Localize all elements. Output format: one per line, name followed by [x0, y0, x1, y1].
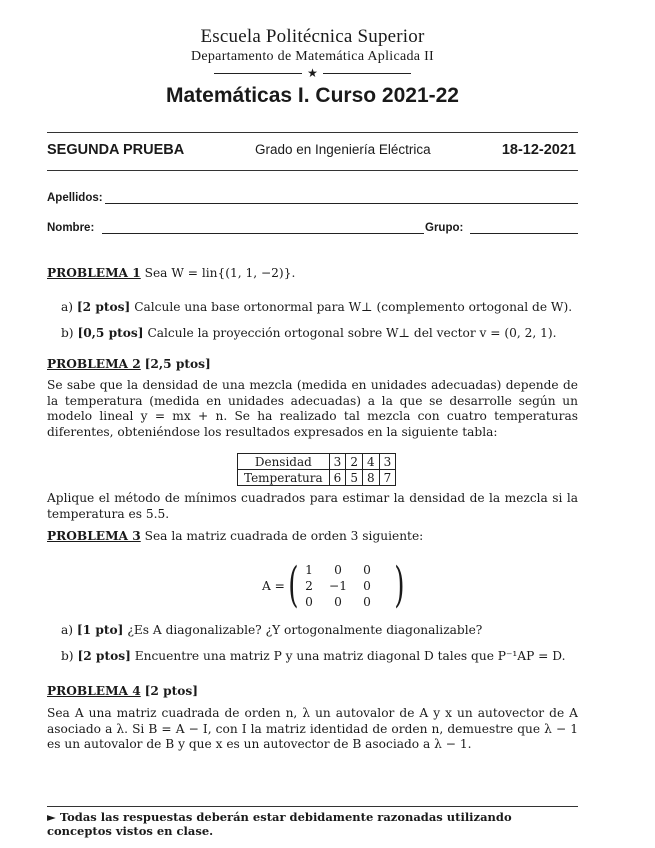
table-cell: 6: [329, 470, 346, 486]
exam-name: SEGUNDA PRUEBA: [47, 142, 185, 158]
part-label: b): [61, 326, 74, 340]
arrow-icon: ►: [47, 810, 56, 824]
right-paren: ): [394, 557, 405, 613]
table-cell: 3: [329, 454, 346, 470]
problem-1-part-a: [61, 300, 578, 315]
problem-4-points: [2 ptos]: [144, 684, 199, 698]
problem-3-intro: Sea la matriz cuadrada de orden 3 siguiente:: [144, 529, 424, 543]
ornament-right-line: [323, 73, 411, 74]
department-name: Departamento de Matemática Aplicada II: [190, 49, 435, 64]
part-points: [2 ptos]: [76, 300, 131, 314]
footer-note-block: [47, 810, 578, 838]
part-points: [2 ptos]: [77, 649, 131, 663]
footer-note: Todas las respuestas deberán estar debidamente razonadas utilizando conceptos vistos en clase.: [47, 810, 512, 838]
footer-divider: [47, 806, 578, 807]
problem-4-heading: [47, 684, 578, 700]
matrix-a: [262, 557, 412, 613]
problem-2-points: [2,5 ptos]: [144, 357, 211, 371]
data-table: [237, 453, 396, 486]
table-cell: 8: [362, 470, 379, 486]
ornament-left-line: [214, 73, 302, 74]
matrix-cell: 0: [363, 563, 371, 577]
part-text: Calcule la proyección ortogonal sobre W⊥ del vector v = (0, 2, 1).: [147, 326, 557, 340]
school-name: Escuela Politécnica Superior: [200, 26, 425, 47]
exam-date: 18-12-2021: [501, 142, 576, 158]
problem-2-statement: Se sabe que la densidad de una mezcla (medida en unidades adecuadas) depende de la temperatura (medida en unidades adecuadas) a la que se desarrolle según un modelo lineal y = mx + n. Se ha realizado tal mezcla con cuatro temperaturas diferentes, obteniéndose los resultados expresados en la siguiente tabla:: [47, 378, 578, 439]
problem-2-heading: [47, 357, 578, 373]
matrix-cell: 0: [334, 595, 342, 609]
matrix-cell: 0: [305, 595, 313, 609]
matrix-cell: 2: [305, 579, 313, 593]
star-icon: ★: [307, 66, 318, 80]
matrix-cell: −1: [329, 579, 347, 593]
matrix-cell: 0: [334, 563, 342, 577]
name-field[interactable]: [102, 233, 424, 234]
problem-3-part-b: [61, 649, 578, 664]
part-label: a): [61, 623, 74, 637]
problem-3-part-a: [61, 623, 578, 638]
problem-4-statement: Sea A una matriz cuadrada de orden n, λ un autovalor de A y x un autovector de A asociado a λ. Si B = A − I, con I la matriz identidad de orden n, demuestre que λ − 1 es un autovalor de B y que x es un autovector de B asociado a λ − 1.: [47, 706, 578, 751]
problem-1-intro: Sea W = lin{(1, 1, −2)}.: [144, 266, 296, 280]
problem-3-title: PROBLEMA 3: [47, 529, 141, 543]
matrix-label: A =: [262, 579, 285, 593]
group-label: Grupo:: [425, 222, 464, 234]
part-label: a): [61, 300, 74, 314]
header-ornament: [47, 66, 578, 80]
part-text: Calcule una base ortonormal para W⊥ (complemento ortogonal de W).: [134, 300, 573, 314]
part-points: [0,5 ptos]: [77, 326, 144, 340]
table-cell: 7: [379, 470, 396, 486]
surname-label: Apellidos:: [47, 192, 103, 204]
surname-field[interactable]: [105, 203, 578, 204]
matrix-cell: 0: [363, 595, 371, 609]
course-title: Matemáticas I. Curso 2021-22: [166, 84, 459, 107]
part-text: ¿Es A diagonalizable? ¿Y ortogonalmente diagonalizable?: [127, 623, 483, 637]
problem-2-title: PROBLEMA 2: [47, 357, 141, 371]
top-divider: [47, 132, 578, 133]
problem-1-part-b: [61, 326, 578, 341]
table-row-label: Densidad: [238, 454, 330, 470]
table-cell: 5: [346, 470, 363, 486]
table-cell: 2: [346, 454, 363, 470]
problem-1-title: PROBLEMA 1: [47, 266, 141, 280]
matrix-cell: 1: [305, 563, 313, 577]
part-label: b): [61, 649, 74, 663]
left-paren: (: [288, 557, 299, 613]
problem-3-heading: [47, 529, 578, 545]
group-field[interactable]: [470, 233, 578, 234]
problem-1-heading: [47, 266, 578, 282]
table-cell: 3: [379, 454, 396, 470]
table-row-label: Temperatura: [238, 470, 330, 486]
problem-4-title: PROBLEMA 4: [47, 684, 141, 698]
problem-2-question: Aplique el método de mínimos cuadrados para estimar la densidad de la mezcla si la temperatura es 5.5.: [47, 491, 578, 521]
exam-info-row: [47, 142, 578, 162]
table-row: [238, 470, 396, 486]
header-bottom-divider: [47, 170, 578, 171]
degree-name: Grado en Ingeniería Eléctrica: [255, 142, 431, 157]
table-row: [238, 454, 396, 470]
part-points: [1 pto]: [76, 623, 124, 637]
table-cell: 4: [362, 454, 379, 470]
matrix-cell: 0: [363, 579, 371, 593]
part-text: Encuentre una matriz P y una matriz diagonal D tales que P⁻¹AP = D.: [134, 649, 566, 663]
name-label: Nombre:: [47, 222, 95, 234]
